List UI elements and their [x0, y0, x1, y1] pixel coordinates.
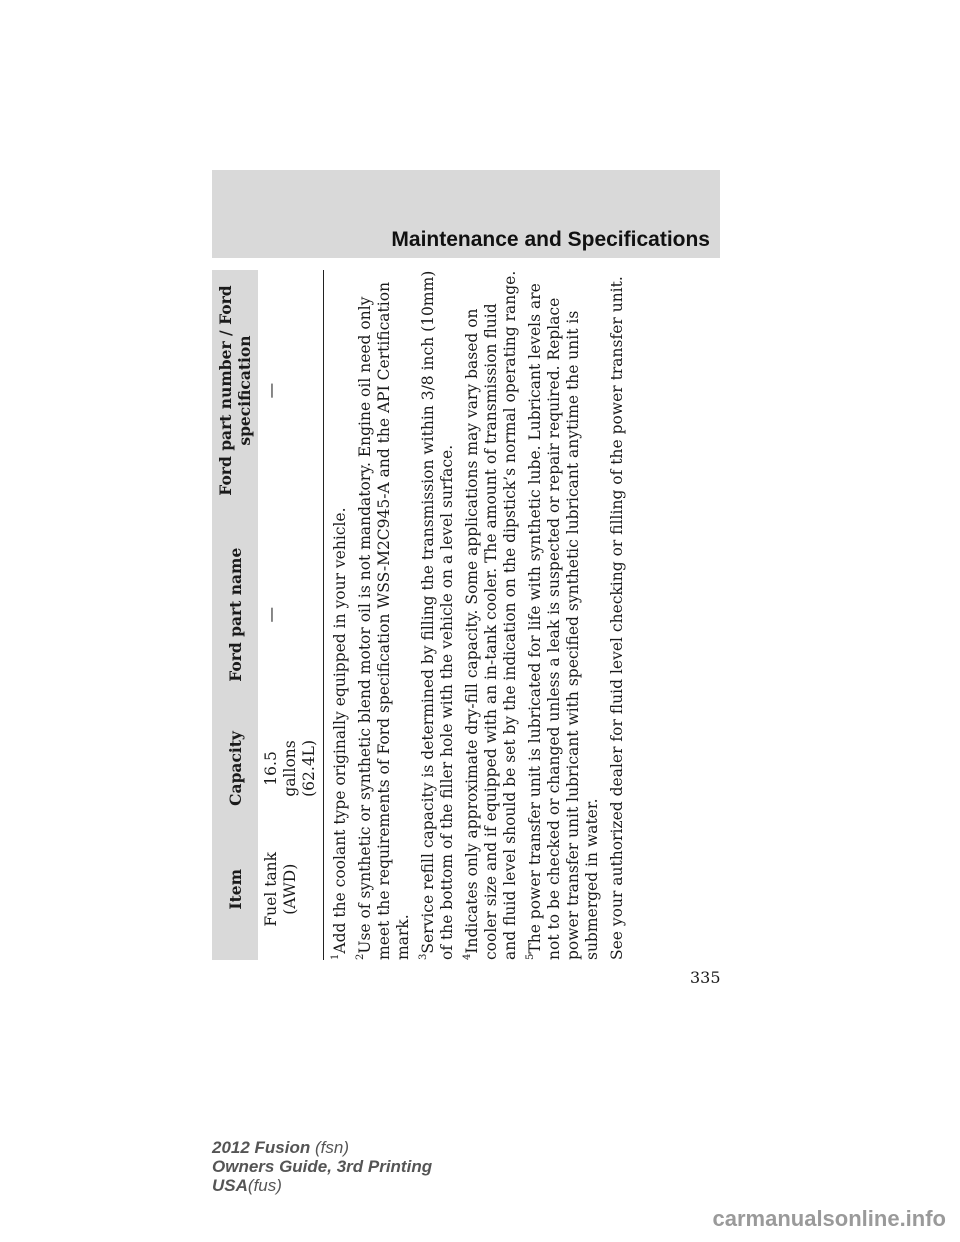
footer-line-3 — [212, 1176, 432, 1195]
footnote-3 — [419, 270, 457, 960]
footnote-marker: 5 — [525, 953, 536, 960]
footer-market: USA — [212, 1176, 248, 1195]
watermark: carmanualsonline.info — [712, 1206, 946, 1231]
footnote-text: Indicates only approximate dry-fill capacity. Some applications may vary based on cooler size and if equipped with an in-tank cooler. The amount of transmission fluid and fluid level should be set by the indication on the dipstick’s normal operating range. — [463, 270, 519, 960]
section-title: Maintenance and Specifications — [391, 228, 710, 251]
page-number: 335 — [690, 968, 721, 987]
dealer-note — [608, 270, 627, 960]
footnote-5 — [526, 270, 602, 960]
footnote-marker: 2 — [355, 953, 366, 960]
header-capacity: Capacity — [212, 718, 258, 818]
cell-part-number: — — [258, 270, 324, 511]
footnote-text: The power transfer unit is lubricated for life with synthetic lube. Lubricant levels are not to be checked or changed unless a leak is suspected or repair required. Replace power transfer unit lubricant with specified synthetic lubricant anytime the unit is submerged in water. — [526, 283, 601, 960]
footnote-text: Add the coolant type originally equipped in your vehicle. — [331, 507, 349, 954]
document-footer — [212, 1138, 432, 1195]
header-part-name: Ford part name — [212, 511, 258, 718]
cell-item: Fuel tank (AWD) — [258, 819, 324, 960]
rotated-content — [212, 270, 626, 960]
footnotes — [331, 270, 627, 960]
footnote-marker: 3 — [418, 953, 429, 960]
footnote-marker: 4 — [462, 953, 473, 960]
cell-part-name: — — [258, 511, 324, 718]
footnote-marker: 1 — [330, 953, 341, 960]
header-part-number: Ford part number / Ford specification — [212, 270, 258, 511]
cell-capacity: 16.5 gallons (62.4L) — [258, 718, 324, 818]
footnote-1 — [331, 270, 350, 960]
dealer-note-text: See your authorized dealer for fluid level checking or filling of the power transfer unit. — [608, 276, 626, 960]
footer-model: 2012 Fusion — [212, 1138, 311, 1157]
footnote-text: Service refill capacity is determined by filling the transmission within 3/8 inch (10mm) of the bottom of the filler hole with the vehicle on a level surface. — [419, 270, 456, 960]
footer-model-code: (fsn) — [315, 1138, 349, 1157]
section-header-box — [212, 170, 720, 258]
table-row — [258, 270, 324, 960]
footer-line-2 — [212, 1157, 432, 1176]
footnote-2 — [356, 270, 413, 960]
capacities-table — [212, 270, 324, 960]
footnote-4 — [463, 270, 520, 960]
footnote-text: Use of synthetic or synthetic blend motor oil is not mandatory. Engine oil need only meet the requirements of Ford specification WSS-M2C945-A and the API Certification mark. — [356, 281, 412, 960]
footer-line-1 — [212, 1138, 432, 1157]
header-item: Item — [212, 819, 258, 960]
footer-printing: Owners Guide, 3rd Printing — [212, 1157, 433, 1176]
footer-market-code: (fus) — [247, 1176, 282, 1195]
